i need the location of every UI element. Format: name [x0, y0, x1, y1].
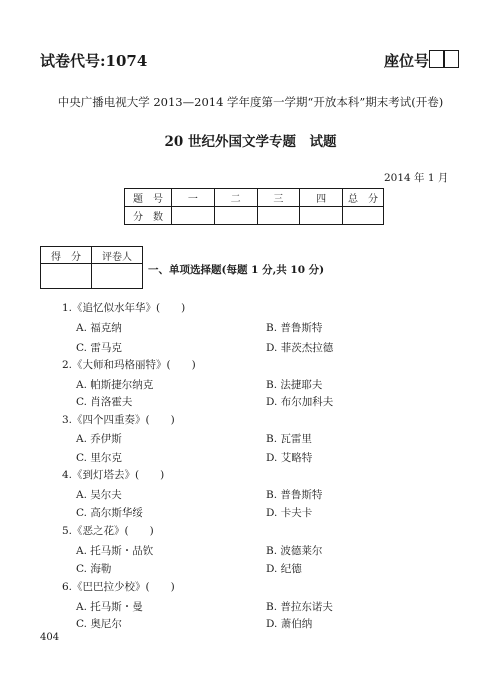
score-blank-cell — [214, 207, 257, 225]
option-a: A. 托马斯・品钦 — [76, 545, 154, 557]
option-c: C. 奥尼尔 — [76, 618, 122, 630]
score-table-header-row — [125, 189, 384, 207]
question-text: 5.《恶之花》( ) — [62, 525, 154, 537]
grader-blank-cell — [92, 264, 143, 289]
option-b: B. 法捷耶夫 — [266, 379, 323, 391]
question-text: 3.《四个四重奏》( ) — [62, 414, 175, 426]
option-c: C. 里尔克 — [76, 452, 122, 464]
score-cell: 二 — [214, 189, 257, 207]
seat-number-boxes — [430, 50, 459, 68]
option-b: B. 普鲁斯特 — [266, 322, 323, 334]
option-b: B. 普拉东诺夫 — [266, 601, 333, 613]
grader-score-label: 得 分 — [41, 247, 92, 264]
option-c: C. 高尔斯华绥 — [76, 507, 143, 519]
section-heading: 一、单项选择题(每题 1 分,共 10 分) — [148, 264, 325, 276]
option-d: D. 纪德 — [266, 563, 302, 575]
score-blank-cell — [172, 207, 215, 225]
option-a: A. 福克纳 — [76, 322, 122, 334]
option-c: C. 肖洛霍夫 — [76, 396, 133, 408]
option-b: B. 普鲁斯特 — [266, 489, 323, 501]
score-blank-cell — [343, 207, 384, 225]
score-cell: 三 — [257, 189, 300, 207]
option-a: A. 乔伊斯 — [76, 433, 122, 445]
option-b: B. 波德莱尔 — [266, 545, 323, 557]
option-a: A. 帕斯捷尔纳克 — [76, 379, 154, 391]
score-blank-cell — [257, 207, 300, 225]
exam-title: 中央广播电视大学 2013—2014 学年度第一学期“开放本科”期末考试(开卷) — [57, 95, 444, 109]
score-table-value-row — [125, 207, 384, 225]
option-a: A. 吴尔夫 — [76, 489, 122, 501]
option-c: C. 海勒 — [76, 563, 112, 575]
option-b: B. 瓦雷里 — [266, 433, 312, 445]
option-d: D. 布尔加科夫 — [266, 396, 334, 408]
grader-blank-cell — [41, 264, 92, 289]
score-blank-cell — [300, 207, 343, 225]
score-cell: 题 号 — [125, 189, 172, 207]
score-cell: 总 分 — [343, 189, 384, 207]
score-table — [124, 188, 384, 225]
subject-title: 20 世纪外国文学专题 试题 — [164, 134, 337, 150]
option-d: D. 艾略特 — [266, 452, 313, 464]
score-cell: 一 — [172, 189, 215, 207]
seat-box — [443, 50, 459, 68]
paper-code: 试卷代号:1074 — [40, 52, 148, 70]
question-text: 1.《追忆似水年华》( ) — [62, 302, 186, 314]
option-d: D. 卡夫卡 — [266, 507, 313, 519]
exam-date: 2014 年 1 月 — [384, 172, 449, 184]
question-text: 6.《巴巴拉少校》( ) — [62, 581, 175, 593]
grader-table — [40, 246, 143, 289]
option-a: A. 托马斯・曼 — [76, 601, 143, 613]
grader-name-label: 评卷人 — [92, 247, 143, 264]
option-d: D. 菲茨杰拉德 — [266, 342, 334, 354]
option-c: C. 雷马克 — [76, 342, 122, 354]
question-text: 4.《到灯塔去》( ) — [62, 469, 165, 481]
option-d: D. 萧伯纳 — [266, 618, 313, 630]
question-text: 2.《大师和玛格丽特》( ) — [62, 359, 196, 371]
score-cell: 四 — [300, 189, 343, 207]
score-cell: 分 数 — [125, 207, 172, 225]
page-number: 404 — [40, 632, 60, 643]
seat-number-label: 座位号 — [384, 52, 430, 70]
